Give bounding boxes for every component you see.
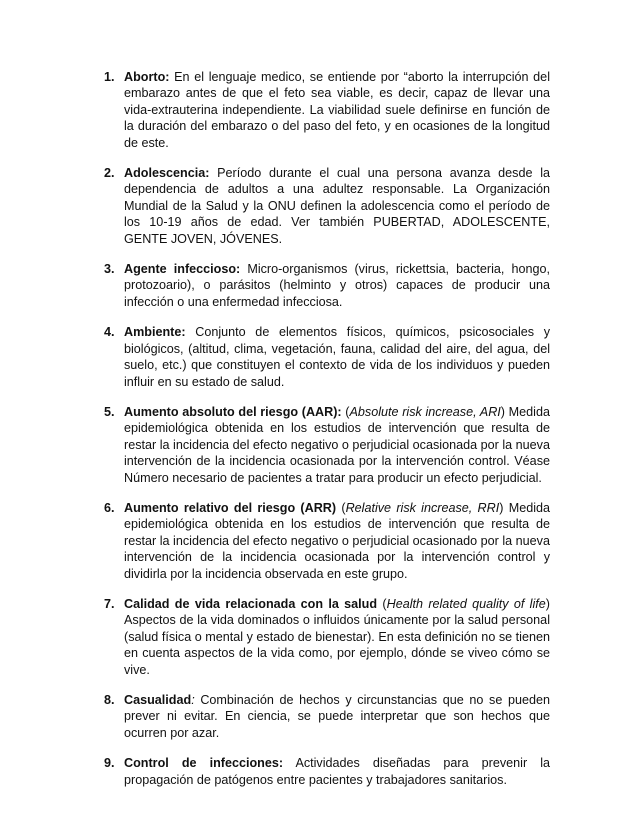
entry-number: 9. [104, 756, 115, 771]
entry-definition: Actividades diseñadas para prevenir la propagación de patógenos entre pacientes y trabajadores sanitarios. [124, 756, 551, 787]
glossary-entry-aumento-relativo-riesgo [104, 500, 550, 582]
glossary-entry-ambiente [104, 324, 550, 390]
glossary-entry-control-de-infecciones [104, 755, 550, 788]
entry-term: Control de infecciones: [124, 756, 284, 771]
entry-number: 6. [104, 500, 115, 515]
glossary-entry-agente-infeccioso [104, 261, 550, 310]
glossary-entry-aumento-absoluto-riesgo [104, 404, 550, 486]
entry-colon: : [191, 693, 195, 707]
entry-definition: Micro-organismos (virus, rickettsia, bacteria, hongo, protozoario), o parásitos (helminto y otros) capaces de producir una infección o una enfermedad infecciosa. [124, 262, 550, 309]
entry-term: Aborto: [124, 70, 170, 84]
entry-english-term: Relative risk increase, RRI [345, 500, 500, 515]
entry-definition: Medida epidemiológica obtenida en los estudios de intervención que resulta de restar la incidencia del efecto negativo o perjudicial ocasionada por la nueva intervención de la incidencia ocasionada por la intervención control. Véase Número necesario de pacientes a tratar para producir un efecto perjudicial. [124, 404, 550, 485]
entry-term: Aumento absoluto del riesgo (AAR): [124, 404, 342, 419]
entry-definition: Aspectos de la vida dominados o influidos únicamente por la salud personal (salud física o mental y estado de bienestar). En esta definición no se tienen en cuenta aspectos de la vida como, por ejemplo, dónde se viveo cómo se vive. [124, 613, 550, 677]
paren-open: ( [336, 500, 346, 515]
entry-english-term: Health related quality of life [386, 596, 546, 611]
glossary-list [104, 69, 550, 802]
entry-definition: Período durante el cual una persona avanza desde la dependencia de adultos a una adultez responsable. La Organización Mundial de la Salud y la ONU definen la adolescencia como el período de los 10-19 años de edad. Ver también PUBERTAD, ADOLESCENTE, GENTE JOVEN, JÓVENES. [124, 166, 550, 246]
paren-close: ) [545, 596, 550, 611]
entry-term: Adolescencia: [124, 166, 210, 181]
entry-term: Agente infeccioso: [124, 262, 241, 277]
glossary-entry-aborto [104, 69, 550, 151]
entry-term: Casualidad [124, 693, 192, 707]
entry-term: Ambiente: [124, 325, 186, 340]
entry-definition: Medida epidemiológica obtenida en los estudios de intervención que resulta de restar la incidencia del efecto negativo o perjudicial ocasionado por la nueva intervención de la incidencia ocasionada por la intervención control y dividirla por la incidencia observada en este grupo. [124, 500, 551, 581]
paren-open: ( [341, 404, 350, 419]
paren-close: ) [499, 500, 504, 515]
entry-number: 8. [104, 693, 115, 707]
glossary-entry-calidad-de-vida [104, 596, 550, 678]
paren-open: ( [377, 596, 387, 611]
entry-number: 4. [104, 325, 115, 340]
entry-number: 7. [104, 596, 115, 611]
entry-definition: Conjunto de elementos físicos, químicos, psicosociales y biológicos, (altitud, clima, vegetación, fauna, calidad del aire, del agua, del suelo, etc.) que constituyen el contexto de vida de los individuos y pueden influir en su estado de salud. [124, 325, 550, 389]
entry-number: 2. [104, 166, 115, 181]
paren-close: ) [500, 404, 505, 419]
entry-number: 1. [104, 70, 115, 84]
entry-number: 5. [104, 404, 115, 419]
entry-term: Calidad de vida relacionada con la salud [124, 596, 378, 611]
entry-term: Aumento relativo del riesgo (ARR) [124, 500, 337, 515]
glossary-entry-casualidad [104, 692, 550, 741]
entry-definition: Combinación de hechos y circunstancias que no se pueden prever ni evitar. En ciencia, se puede interpretar que son hechos que ocurren por azar. [124, 693, 550, 740]
glossary-entry-adolescencia [104, 165, 550, 247]
entry-number: 3. [104, 262, 115, 277]
entry-definition: En el lenguaje medico, se entiende por “aborto la interrupción del embarazo antes de que el feto sea viable, es decir, capaz de llevar una vida-extrauterina independiente. La viabilidad suele definirse en función de la duración del embarazo o del paso del feto, y en ocasiones de la longitud de este. [124, 70, 550, 150]
entry-english-term: Absolute risk increase, ARI [349, 404, 501, 419]
